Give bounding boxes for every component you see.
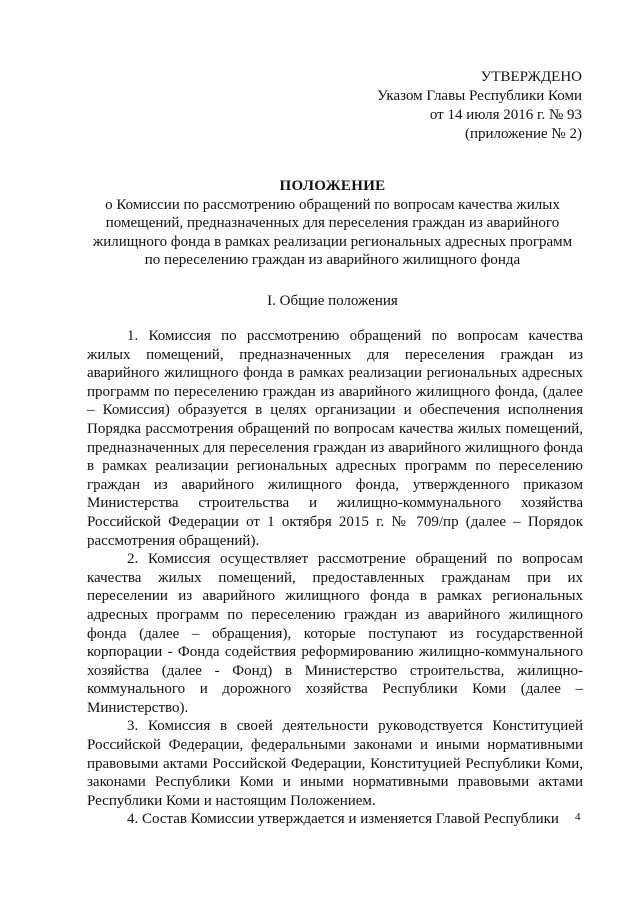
paragraph-3: 3. Комиссия в своей деятельности руководствуется Конституцией Российской Федерации, федеральными законами и иными нормативными правовыми актами Российской Федерации, Конституцией Республики Коми, законами Республики Коми и иными нормативными правовыми актами Республики Коми и настоящим Положением.	[87, 718, 583, 809]
paragraph-4: 4. Состав Комиссии утверждается и изменяется Главой Республики	[127, 811, 559, 828]
document-subtitle-line-3: жилищного фонда в рамках реализации региональных адресных программ	[92, 233, 573, 250]
approval-line-2: Указом Главы Республики Коми	[377, 88, 582, 104]
paragraph-2: 2. Комиссия осуществляет рассмотрение обращений по вопросам качества жилых помещений, предоставленных гражданам при их переселении из аварийного жилищного фонда в рамках региональных адресных программ по переселению граждан из аварийного жилищного фонда (далее – обращения), которые поступают из государственной корпорации - Фонда содействия реформированию жилищно-коммунального хозяйства (далее - Фонд) в Министерство строительства, жилищно-коммунального и дорожного хозяйства Республики Коми (далее – Министерство).	[87, 551, 583, 716]
approval-line-3: от 14 июля 2016 г. № 93	[429, 107, 582, 123]
document-title-block	[90, 177, 575, 270]
page-number: 4	[575, 811, 581, 823]
document-subtitle-line-4: по переселению граждан из аварийного жилищного фонда	[144, 252, 521, 269]
approval-line-4: (приложение № 2)	[464, 126, 582, 142]
approval-stamp	[377, 68, 582, 144]
document-subtitle-line-2: помещений, предназначенных для переселения граждан из аварийного	[105, 215, 560, 232]
approval-line-1: УТВЕРЖДЕНО	[480, 69, 582, 85]
paragraph-1: 1. Комиссия по рассмотрению обращений по вопросам качества жилых помещений, предназначенных для переселения граждан из аварийного жилищного фонда в рамках реализации региональных адресных программ по переселению граждан из аварийного жилищного фонда, (далее – Комиссия) образуется в целях организации и обеспечения исполнения Порядка рассмотрения обращений по вопросам качества жилых помещений, предназначенных для переселения граждан из аварийного жилищного фонда в рамках реализации региональных адресных программ по переселению граждан из аварийного жилищного фонда, утвержденного приказом Министерства строительства и жилищно-коммунального хозяйства Российской Федерации от 1 октября 2015 г. № 709/пр (далее – Порядок рассмотрения обращений).	[87, 328, 583, 549]
section-heading: I. Общие положения	[267, 293, 398, 309]
document-body	[87, 327, 583, 829]
document-subtitle-line-1: о Комиссии по рассмотрению обращений по вопросам качества жилых	[105, 196, 560, 213]
document-title: ПОЛОЖЕНИЕ	[279, 178, 386, 194]
